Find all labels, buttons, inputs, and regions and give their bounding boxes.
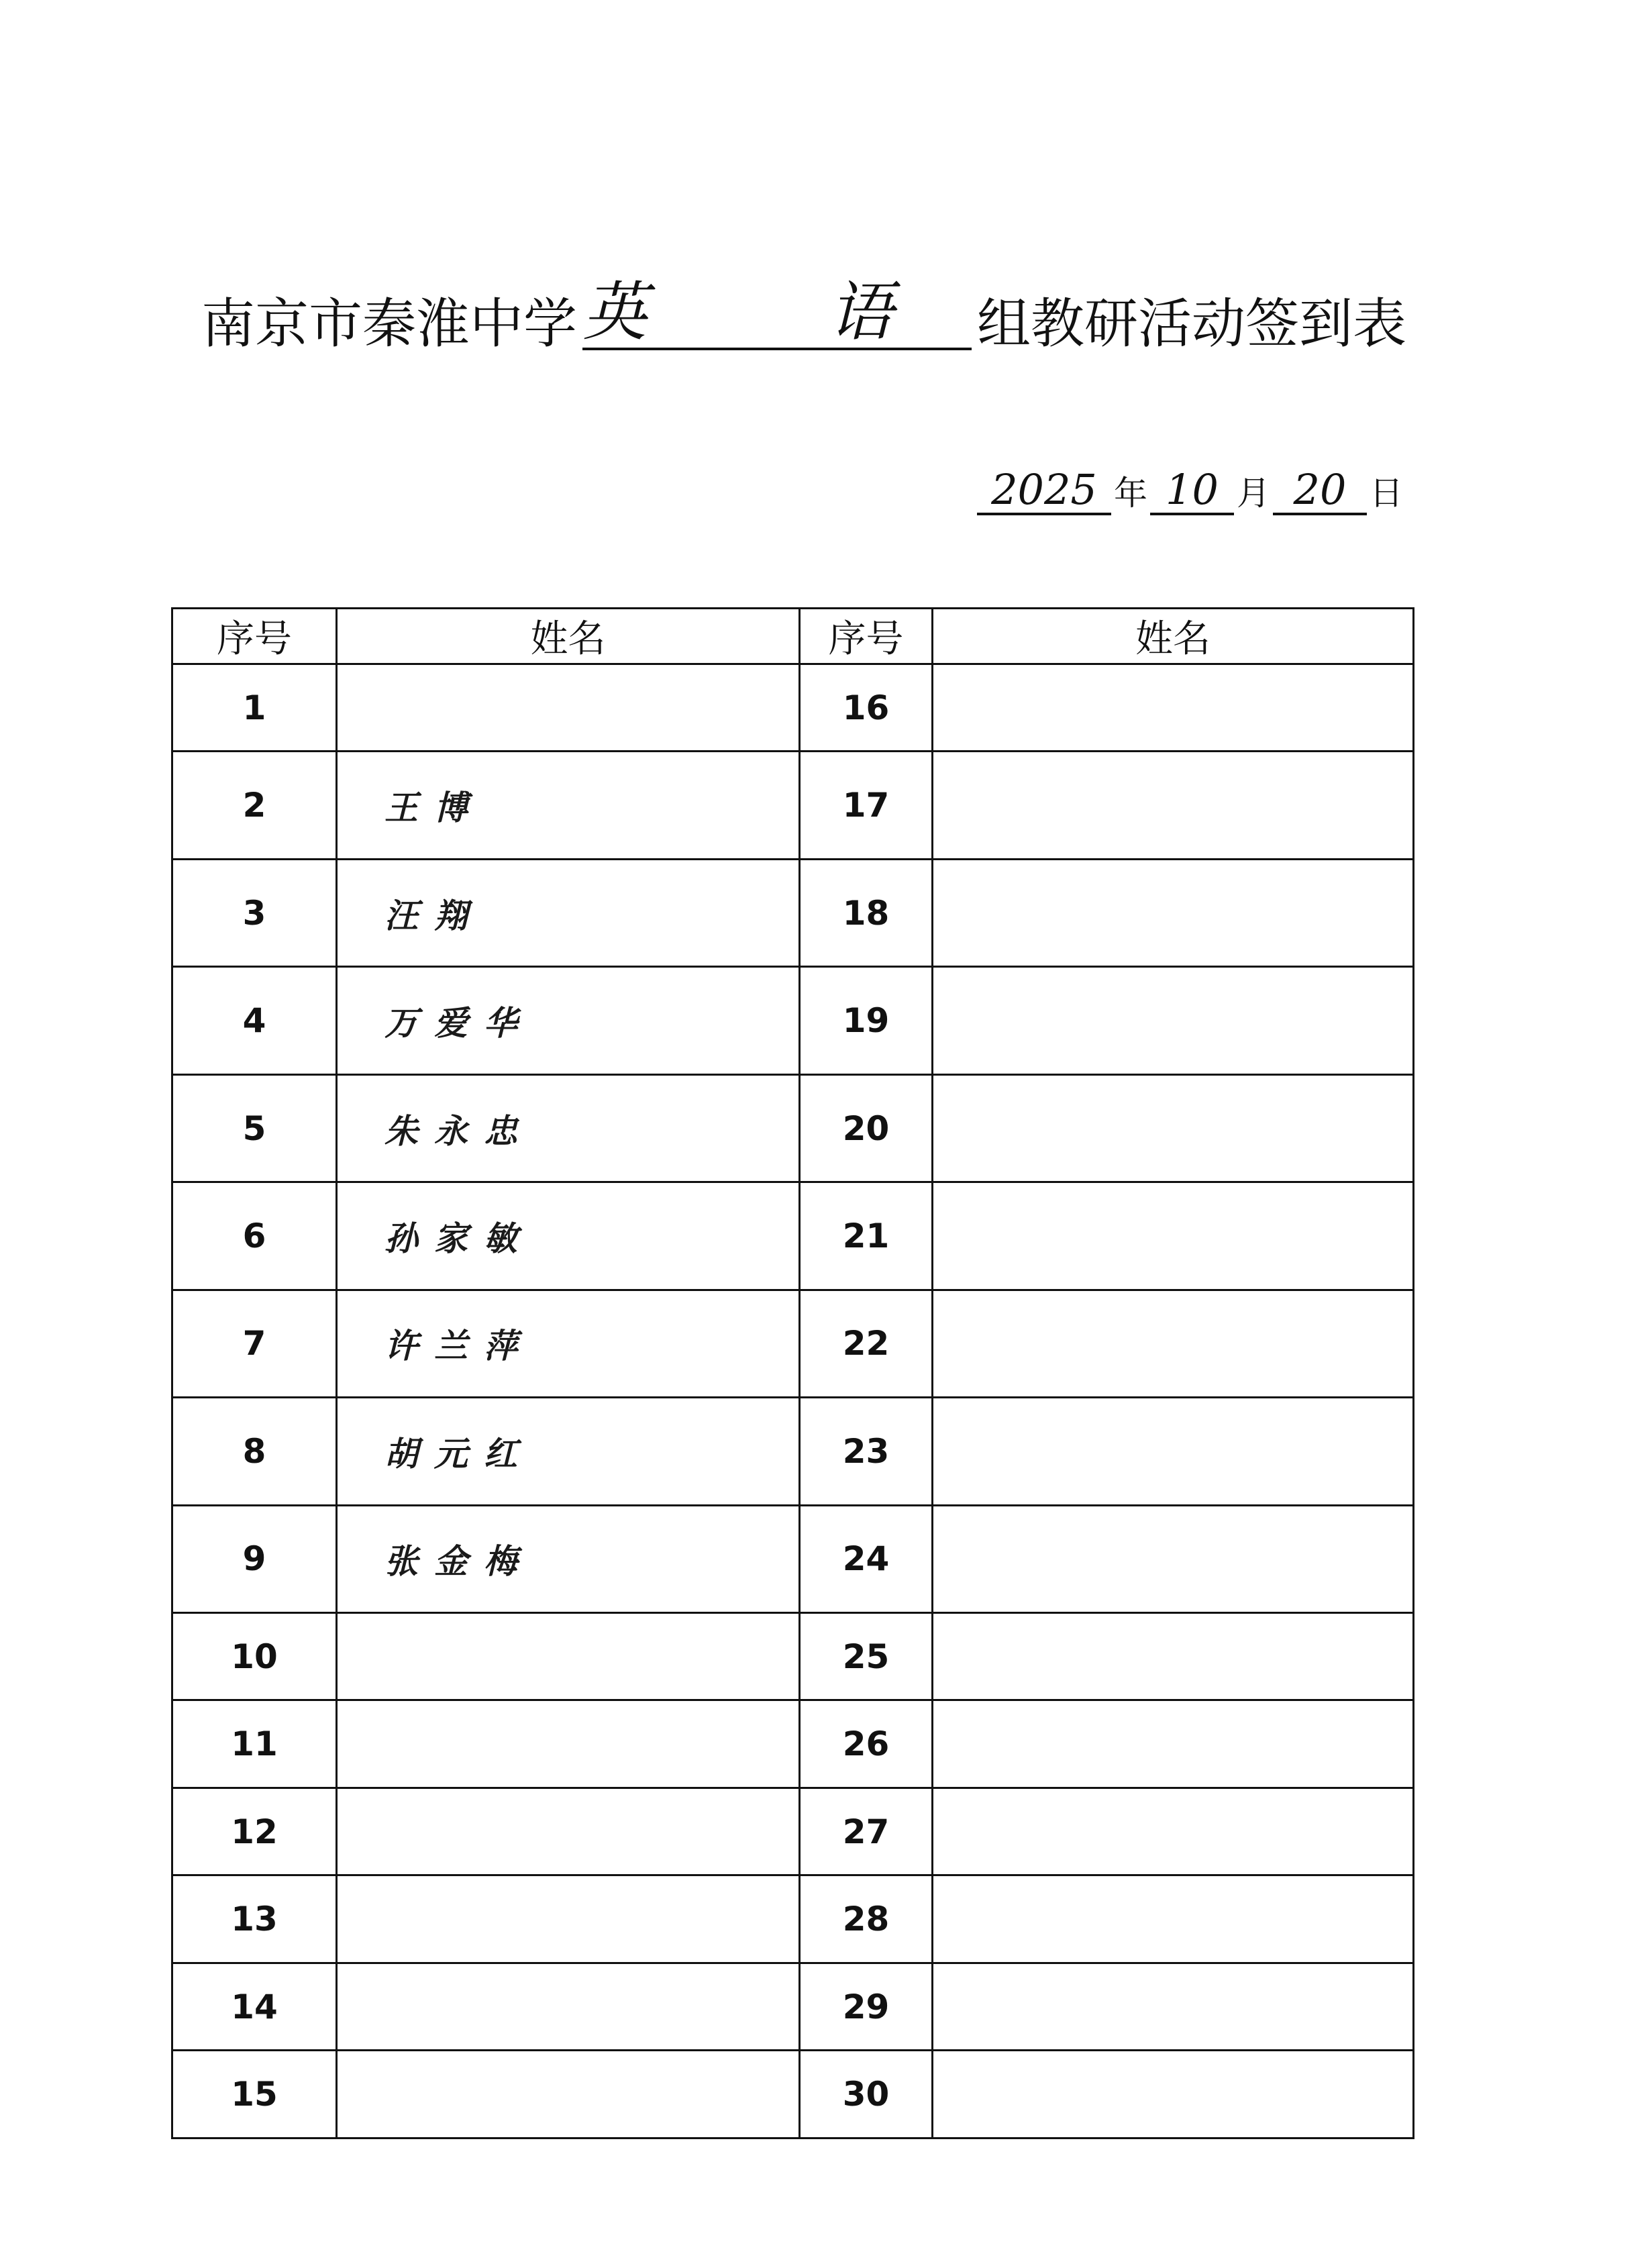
signature-cell-left <box>337 2051 800 2138</box>
table-row <box>172 1612 1414 1700</box>
sign-in-table-wrapper <box>171 607 1412 2139</box>
row-number-left: 6 <box>172 1182 337 1290</box>
row-number-right: 25 <box>800 1612 933 1700</box>
date-year-unit: 年 <box>1114 474 1147 513</box>
signature-cell-right <box>933 1700 1414 1788</box>
page-title <box>201 274 1449 368</box>
signature-cell-left <box>337 1788 800 1875</box>
row-number-right: 30 <box>800 2051 933 2138</box>
signature-cell-left <box>337 1875 800 1963</box>
signature-cell-left: 王博 <box>337 752 800 859</box>
table-row <box>172 2051 1414 2138</box>
title-prefix: 南京市秦淮中学 <box>201 293 577 355</box>
signature-cell-left <box>337 1963 800 2050</box>
table-row <box>172 1074 1414 1182</box>
row-number-right: 28 <box>800 1875 933 1963</box>
signature-cell-left: 万爱华 <box>337 967 800 1074</box>
row-number-right: 19 <box>800 967 933 1074</box>
subject-blank <box>582 274 974 350</box>
signature-cell-left: 汪翔 <box>337 859 800 966</box>
row-number-left: 2 <box>172 752 337 859</box>
signature-cell-left: 张金梅 <box>337 1505 800 1612</box>
date-year: 2025 <box>977 463 1111 515</box>
row-number-left: 12 <box>172 1788 337 1875</box>
row-number-right: 29 <box>800 1963 933 2050</box>
signature-cell-right <box>933 664 1414 752</box>
table-row <box>172 1182 1414 1290</box>
row-number-right: 27 <box>800 1788 933 1875</box>
signature-cell-left: 胡元红 <box>337 1398 800 1505</box>
table-row <box>172 967 1414 1074</box>
row-number-right: 26 <box>800 1700 933 1788</box>
signature-cell-right <box>933 1398 1414 1505</box>
row-number-left: 7 <box>172 1290 337 1397</box>
date-month-unit: 月 <box>1237 474 1270 513</box>
date-day-unit: 日 <box>1370 474 1403 513</box>
signature-cell-right <box>933 859 1414 966</box>
signature-cell-right <box>933 2051 1414 2138</box>
row-number-left: 9 <box>172 1505 337 1612</box>
subject-handwriting: 英 语 <box>582 274 974 350</box>
table-header-row <box>172 609 1414 664</box>
header-number-right: 序号 <box>800 609 933 664</box>
table-row <box>172 1290 1414 1397</box>
signature-cell-left <box>337 1612 800 1700</box>
header-number-left: 序号 <box>172 609 337 664</box>
title-suffix: 组教研活动签到表 <box>977 293 1406 355</box>
row-number-right: 22 <box>800 1290 933 1397</box>
row-number-left: 8 <box>172 1398 337 1505</box>
table-row <box>172 752 1414 859</box>
row-number-right: 20 <box>800 1074 933 1182</box>
signature-cell-left: 朱永忠 <box>337 1074 800 1182</box>
signature-cell-right <box>933 1290 1414 1397</box>
row-number-right: 16 <box>800 664 933 752</box>
row-number-right: 18 <box>800 859 933 966</box>
signature-cell-right <box>933 1505 1414 1612</box>
sign-in-table <box>171 607 1414 2139</box>
table-row <box>172 664 1414 752</box>
signature-cell-right <box>933 1612 1414 1700</box>
row-number-left: 15 <box>172 2051 337 2138</box>
table-row <box>172 1963 1414 2050</box>
row-number-right: 21 <box>800 1182 933 1290</box>
table-row <box>172 1398 1414 1505</box>
table-row <box>172 859 1414 966</box>
table-row <box>172 1505 1414 1612</box>
signature-cell-right <box>933 1788 1414 1875</box>
table-body <box>172 664 1414 2138</box>
row-number-right: 23 <box>800 1398 933 1505</box>
table-row <box>172 1875 1414 1963</box>
row-number-left: 4 <box>172 967 337 1074</box>
signature-cell-right <box>933 1963 1414 2050</box>
header-name-left: 姓名 <box>337 609 800 664</box>
row-number-left: 13 <box>172 1875 337 1963</box>
row-number-right: 24 <box>800 1505 933 1612</box>
row-number-left: 10 <box>172 1612 337 1700</box>
table-row <box>172 1788 1414 1875</box>
table-row <box>172 1700 1414 1788</box>
signature-cell-left <box>337 664 800 752</box>
date-line <box>976 463 1406 523</box>
signature-cell-right <box>933 1182 1414 1290</box>
signature-cell-left: 孙家敏 <box>337 1182 800 1290</box>
signature-cell-right <box>933 1875 1414 1963</box>
row-number-left: 5 <box>172 1074 337 1182</box>
row-number-left: 11 <box>172 1700 337 1788</box>
date-month: 10 <box>1150 463 1234 515</box>
row-number-right: 17 <box>800 752 933 859</box>
signature-cell-right <box>933 752 1414 859</box>
row-number-left: 3 <box>172 859 337 966</box>
signature-cell-left <box>337 1700 800 1788</box>
date-day: 20 <box>1273 463 1367 515</box>
header-name-right: 姓名 <box>933 609 1414 664</box>
signature-cell-left: 许兰萍 <box>337 1290 800 1397</box>
signature-cell-right <box>933 1074 1414 1182</box>
row-number-left: 1 <box>172 664 337 752</box>
row-number-left: 14 <box>172 1963 337 2050</box>
signature-cell-right <box>933 967 1414 1074</box>
